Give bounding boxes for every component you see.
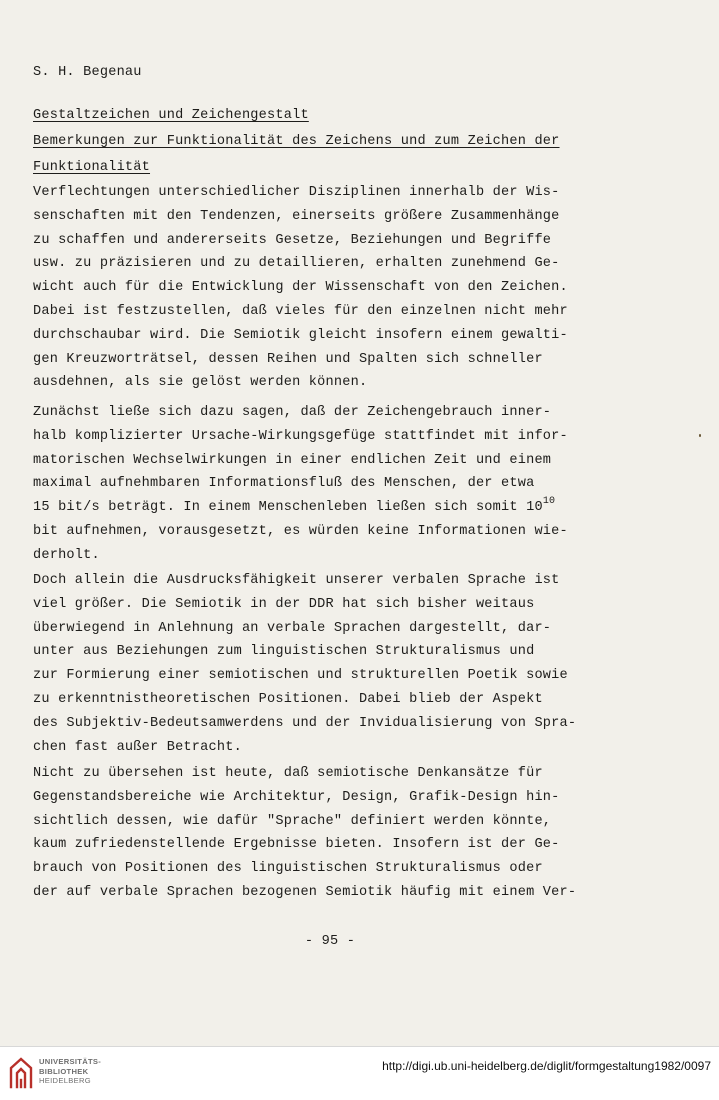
text-line: zu schaffen und andererseits Gesetze, Beziehungen und Begriffe: [33, 232, 552, 248]
text-line: Nicht zu übersehen ist heute, daß semiotische Denkansätze für: [33, 766, 543, 781]
text-line: viel größer. Die Semiotik in der DDR hat sich bisher weitaus: [33, 596, 535, 612]
library-name-line: HEIDELBERG: [39, 1076, 91, 1085]
paragraph-1: [33, 181, 643, 395]
text-line: 15 bit/s beträgt. In einem Menschenleben ließen sich somit 10: [33, 500, 543, 516]
title-subtitle-line-2: Funktionalität: [33, 160, 151, 175]
text-line: ausdehnen, als sie gelöst werden können.: [33, 375, 368, 391]
text-line: zur Formierung einer semiotischen und strukturellen Poetik sowie: [33, 668, 568, 684]
text-line: des Subjektiv-Bedeutsamwerdens und der Invidualisierung von Spra-: [33, 715, 577, 731]
page-url-link[interactable]: http://digi.ub.uni-heidelberg.de/diglit/formgestaltung1982/0097: [382, 1059, 711, 1073]
text-line: Doch allein die Ausdrucksfähigkeit unserer verbalen Sprache ist: [33, 573, 560, 588]
text-line: brauch von Positionen des linguistischen Strukturalismus oder: [33, 861, 543, 877]
text-line: matorischen Wechselwirkungen in einer endlichen Zeit und einem: [33, 452, 552, 468]
heidelberg-library-logo-icon[interactable]: [8, 1056, 34, 1090]
text-line-with-exponent: [33, 496, 643, 520]
text-line: usw. zu präzisieren und zu detaillieren, erhalten zunehmend Ge-: [33, 256, 560, 272]
text-line: Zunächst ließe sich dazu sagen, daß der Zeichengebrauch inner-: [33, 405, 552, 420]
library-name[interactable]: [39, 1057, 101, 1086]
text-line: senschaften mit den Tendenzen, einerseits größere Zusammenhänge: [33, 208, 560, 224]
viewer-footer: [0, 1046, 719, 1100]
text-line: sichtlich dessen, wie dafür "Sprache" definiert werden könnte,: [33, 813, 552, 829]
page-number: - 95 -: [304, 934, 356, 949]
article-title: [33, 103, 633, 181]
scan-speck: [699, 434, 701, 437]
title-subtitle-line-1: Bemerkungen zur Funktionalität des Zeichens und zum Zeichen der: [33, 134, 560, 149]
text-line: Dabei ist festzustellen, daß vieles für den einzelnen nicht mehr: [33, 303, 568, 319]
text-line: zu erkenntnistheoretischen Positionen. Dabei blieb der Aspekt: [33, 691, 543, 707]
text-line: überwiegend in Anlehnung an verbale Sprachen dargestellt, dar-: [33, 620, 552, 636]
paragraph-2: [33, 401, 643, 568]
text-line: bit aufnehmen, vorausgesetzt, es würden keine Informationen wie-: [33, 523, 568, 539]
text-line: derholt.: [33, 547, 100, 563]
author-name: S. H. Begenau: [33, 65, 142, 80]
text-line: Verflechtungen unterschiedlicher Disziplinen innerhalb der Wis-: [33, 185, 560, 200]
library-name-line: BIBLIOTHEK: [39, 1066, 89, 1076]
text-line: maximal aufnehmbaren Informationsfluß des Menschen, der etwa: [33, 476, 535, 492]
text-line: halb komplizierter Ursache-Wirkungsgefüge stattfindet mit infor-: [33, 428, 568, 444]
text-line: unter aus Beziehungen zum linguistischen Strukturalismus und: [33, 644, 535, 660]
text-line: kaum zufriedenstellende Ergebnisse bieten. Insofern ist der Ge-: [33, 837, 560, 853]
text-line: durchschaubar wird. Die Semiotik gleicht insofern einem gewalti-: [33, 327, 568, 343]
text-line: wicht auch für die Entwicklung der Wissenschaft von den Zeichen.: [33, 280, 568, 296]
text-line: Gegenstandsbereiche wie Architektur, Design, Grafik-Design hin-: [33, 789, 560, 805]
text-line: der auf verbale Sprachen bezogenen Semiotik häufig mit einem Ver-: [33, 884, 577, 900]
exponent: 10: [542, 496, 556, 508]
text-line: gen Kreuzworträtsel, dessen Reihen und Spalten sich schneller: [33, 351, 543, 367]
paragraph-4: [33, 762, 643, 905]
text-line: chen fast außer Betracht.: [33, 739, 242, 755]
paragraph-3: [33, 569, 643, 759]
library-name-line: UNIVERSITÄTS-: [39, 1057, 102, 1066]
title-main: Gestaltzeichen und Zeichengestalt: [33, 108, 309, 123]
